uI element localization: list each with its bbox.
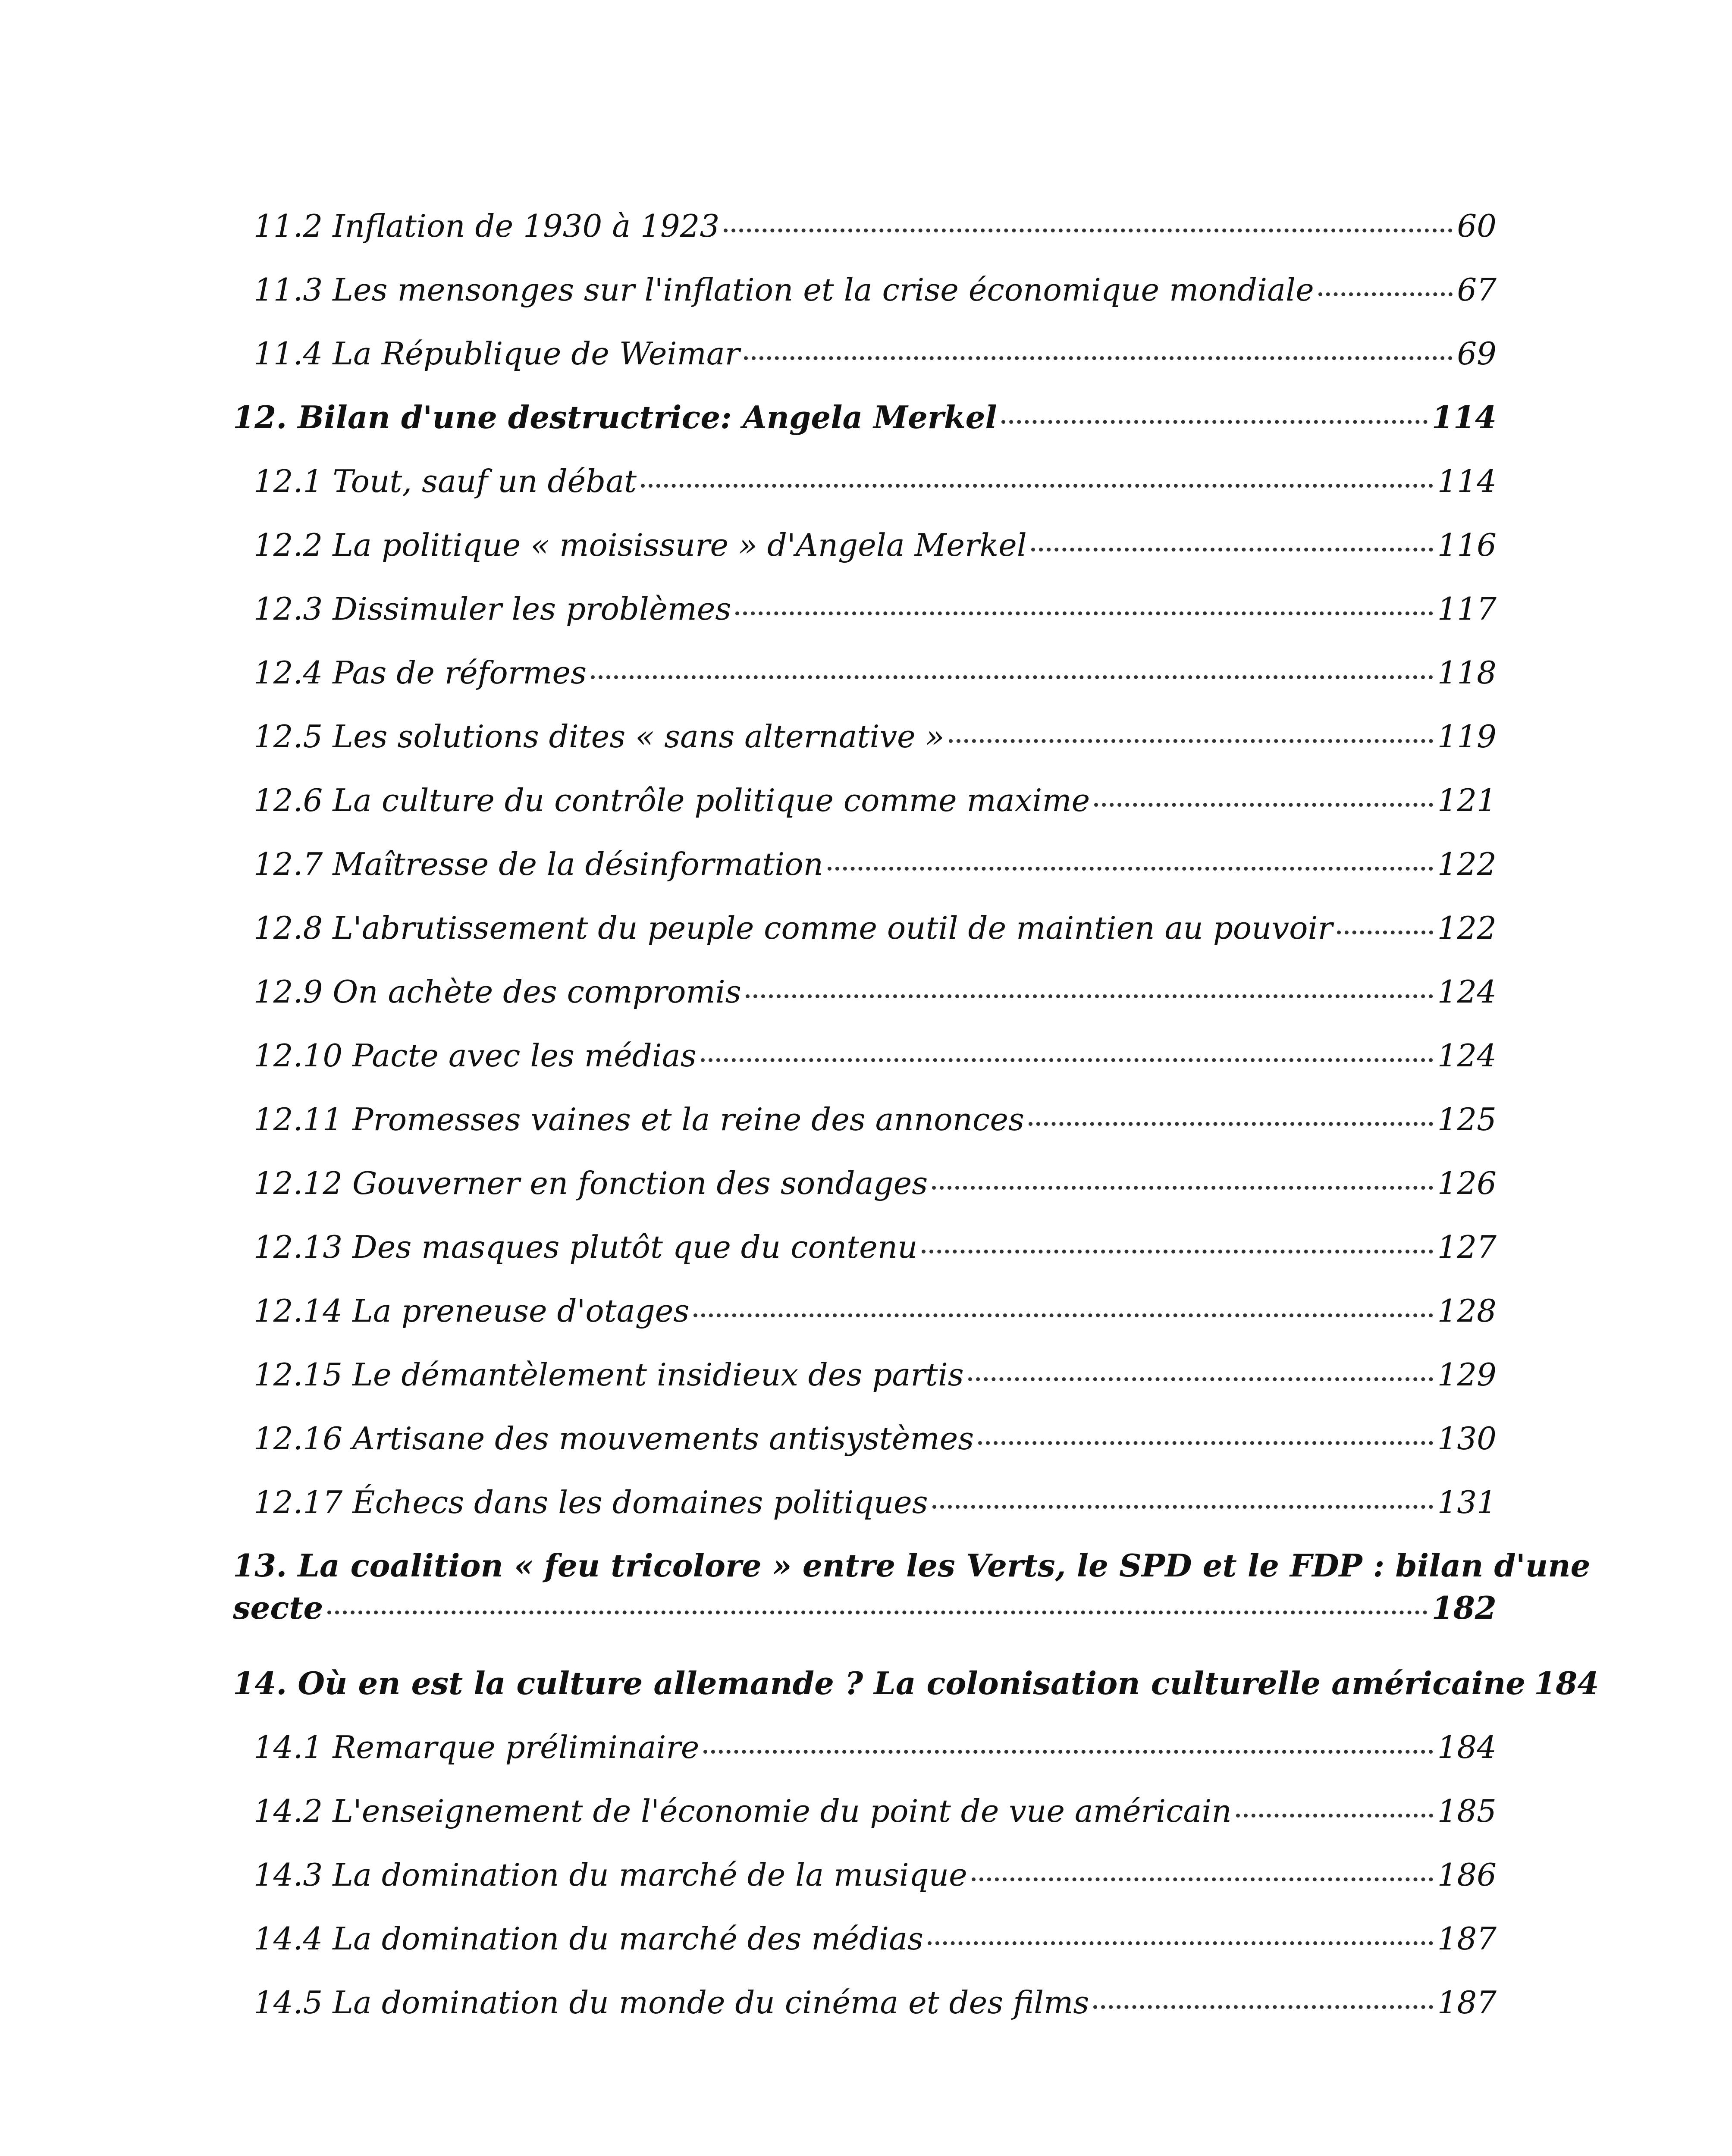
toc-entry-title: 12.9 On achète des compromis <box>254 974 741 1010</box>
toc-entry[interactable] <box>233 1843 1497 1907</box>
toc-entry[interactable] <box>233 449 1497 513</box>
toc-entry-title: 12.4 Pas de réformes <box>254 655 587 691</box>
toc-entry-title: 12.6 La culture du contrôle politique comme maxime <box>254 782 1090 818</box>
toc-entry-title: 12.11 Promesses vaines et la reine des annonces <box>254 1101 1024 1138</box>
toc-entry-title: 12.7 Maîtresse de la désinformation <box>254 846 823 882</box>
toc-entry-title: 12.15 Le démantèlement insidieux des partis <box>254 1357 964 1393</box>
dot-leader <box>1029 1122 1433 1126</box>
dot-leader <box>1236 1814 1433 1818</box>
toc-entry-title: 11.2 Inflation de 1930 à 1923 <box>254 208 720 244</box>
toc-entry[interactable] <box>233 1279 1497 1343</box>
toc-entry[interactable] <box>233 577 1497 641</box>
toc-entry-title: 12.2 La politique « moisissure » d'Angela Merkel <box>254 527 1027 563</box>
toc-entry[interactable] <box>233 513 1497 577</box>
toc-chapter-entry[interactable] <box>233 1651 1599 1715</box>
dot-leader <box>735 611 1433 615</box>
toc-entry[interactable] <box>233 1024 1497 1087</box>
dot-leader <box>932 1505 1433 1509</box>
toc-entry-page: 60 <box>1457 208 1497 244</box>
toc-chapter-title-line2-row <box>233 1587 1497 1629</box>
dot-leader <box>1093 2005 1433 2009</box>
dot-leader <box>928 1941 1433 1945</box>
toc-entry-page: 185 <box>1437 1793 1497 1829</box>
dot-leader <box>746 994 1433 998</box>
toc-entry-title: 12.3 Dissimuler les problèmes <box>254 591 731 627</box>
dot-leader <box>1031 548 1433 552</box>
table-of-contents <box>233 194 1599 2034</box>
toc-chapter-title-line2: secte <box>233 1589 323 1626</box>
toc-chapter-entry[interactable] <box>233 1534 1591 1651</box>
toc-entry[interactable] <box>233 1715 1497 1779</box>
toc-entry-title: 12.8 L'abrutissement du peuple comme outil de maintien au pouvoir <box>254 910 1333 946</box>
dot-leader <box>744 356 1453 360</box>
toc-entry-page: 69 <box>1457 335 1497 372</box>
dot-leader <box>641 484 1433 488</box>
toc-entry[interactable] <box>233 705 1497 768</box>
dot-leader <box>327 1611 1427 1614</box>
toc-entry-page: 125 <box>1437 1101 1497 1138</box>
toc-entry-page: 119 <box>1437 718 1497 755</box>
toc-entry-page: 67 <box>1457 272 1497 308</box>
toc-entry-title: 14.4 La domination du marché des médias <box>254 1921 923 1957</box>
toc-entry[interactable] <box>233 896 1497 960</box>
toc-entry-page: 117 <box>1437 591 1497 627</box>
toc-chapter-page: 182 <box>1431 1589 1497 1626</box>
toc-entry-title: 12.17 Échecs dans les domaines politiques <box>254 1484 928 1520</box>
dot-leader <box>1001 420 1428 424</box>
toc-entry-title: 12.10 Pacte avec les médias <box>254 1037 697 1074</box>
toc-entry-title: 14.3 La domination du marché de la musique <box>254 1857 967 1893</box>
dot-leader <box>972 1877 1433 1881</box>
toc-chapter-entry[interactable] <box>233 385 1497 449</box>
toc-entry-title: 12.16 Artisane des mouvements antisystèmes <box>254 1420 974 1457</box>
dot-leader <box>1337 931 1433 934</box>
dot-leader <box>978 1441 1433 1445</box>
dot-leader <box>932 1186 1433 1190</box>
toc-entry[interactable] <box>233 641 1497 705</box>
toc-entry[interactable] <box>233 1407 1497 1470</box>
toc-entry-page: 186 <box>1437 1857 1497 1893</box>
toc-entry-title: 11.4 La République de Weimar <box>254 335 740 372</box>
toc-entry-title: 12.1 Tout, sauf un débat <box>254 463 637 499</box>
dot-leader <box>922 1250 1433 1253</box>
toc-entry-title: 14.2 L'enseignement de l'économie du point de vue américain <box>254 1793 1232 1829</box>
toc-entry[interactable] <box>233 832 1497 896</box>
toc-entry-page: 118 <box>1437 655 1497 691</box>
toc-chapter-page: 114 <box>1431 399 1497 436</box>
toc-entry[interactable] <box>233 1971 1497 2034</box>
toc-entry-page: 122 <box>1437 910 1497 946</box>
toc-entry[interactable] <box>233 1343 1497 1407</box>
toc-entry[interactable] <box>233 960 1497 1024</box>
toc-entry-page: 187 <box>1437 1921 1497 1957</box>
toc-entry-title: 14.1 Remarque préliminaire <box>254 1729 700 1765</box>
toc-entry[interactable] <box>233 768 1497 832</box>
dot-leader <box>828 867 1433 871</box>
toc-entry-title: 12.5 Les solutions dites « sans alternative » <box>254 718 944 755</box>
toc-entry-page: 127 <box>1437 1229 1497 1265</box>
toc-entry[interactable] <box>233 1779 1497 1843</box>
dot-leader <box>1318 292 1453 296</box>
dot-leader <box>703 1750 1433 1754</box>
dot-leader <box>693 1313 1433 1317</box>
toc-entry-title: 12.13 Des masques plutôt que du contenu <box>254 1229 918 1265</box>
toc-chapter-title: 12. Bilan d'une destructrice: Angela Merkel <box>233 399 997 436</box>
toc-entry-title: 11.3 Les mensonges sur l'inflation et la crise économique mondiale <box>254 272 1314 308</box>
toc-entry[interactable] <box>233 1470 1497 1534</box>
dot-leader <box>724 229 1453 232</box>
toc-entry-page: 129 <box>1437 1357 1497 1393</box>
toc-entry-page: 116 <box>1437 527 1497 563</box>
toc-entry[interactable] <box>233 1151 1497 1215</box>
dot-leader <box>701 1058 1433 1062</box>
dot-leader <box>1094 803 1433 807</box>
toc-chapter-page: 184 <box>1534 1665 1599 1702</box>
toc-entry-page: 122 <box>1437 846 1497 882</box>
toc-entry[interactable] <box>233 1215 1497 1279</box>
toc-entry[interactable] <box>233 194 1497 258</box>
toc-entry[interactable] <box>233 322 1497 385</box>
toc-entry-title: 12.12 Gouverner en fonction des sondages <box>254 1165 928 1201</box>
toc-entry-page: 184 <box>1437 1729 1497 1765</box>
toc-entry-page: 187 <box>1437 1984 1497 2021</box>
toc-entry-title: 14.5 La domination du monde du cinéma et des films <box>254 1984 1089 2021</box>
toc-entry-page: 124 <box>1437 1037 1497 1074</box>
toc-entry-page: 130 <box>1437 1420 1497 1457</box>
toc-entry-page: 114 <box>1437 463 1497 499</box>
toc-entry[interactable] <box>233 1087 1497 1151</box>
toc-entry-page: 121 <box>1437 782 1497 818</box>
toc-entry-page: 124 <box>1437 974 1497 1010</box>
dot-leader <box>949 739 1433 743</box>
dot-leader <box>968 1377 1433 1381</box>
toc-chapter-title-line1: 13. La coalition « feu tricolore » entre les Verts, le SPD et le FDP : bilan d'une <box>233 1547 1591 1584</box>
toc-chapter-title: 14. Où en est la culture allemande ? La colonisation culturelle américaine <box>233 1665 1526 1702</box>
toc-entry-page: 131 <box>1437 1484 1497 1520</box>
toc-entry-title: 12.14 La preneuse d'otages <box>254 1293 690 1329</box>
dot-leader <box>591 675 1433 679</box>
toc-entry[interactable] <box>233 1907 1497 1971</box>
toc-entry-page: 128 <box>1437 1293 1497 1329</box>
toc-entry[interactable] <box>233 258 1497 322</box>
toc-entry-page: 126 <box>1437 1165 1497 1201</box>
